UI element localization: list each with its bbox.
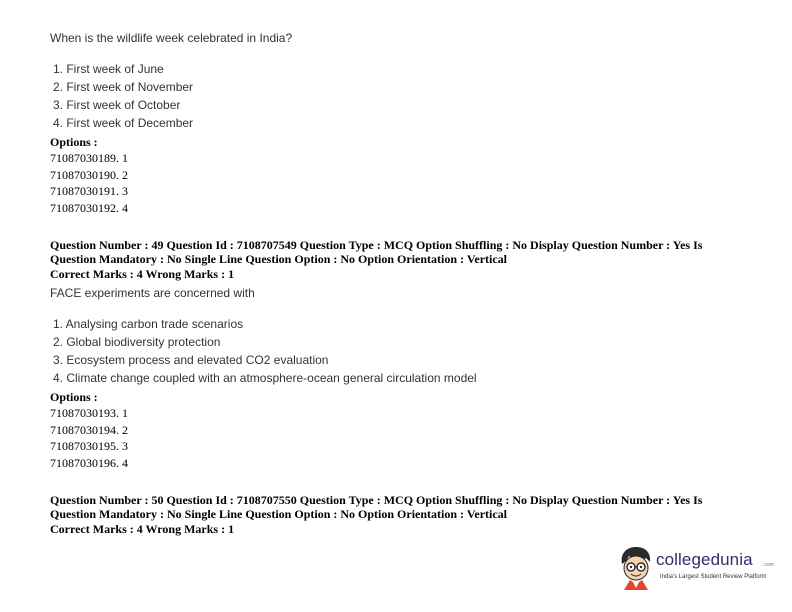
- question-meta: Question Mandatory : No Single Line Question Option : No Option Orientation : Vertical: [50, 252, 508, 266]
- question-marks: Correct Marks : 4 Wrong Marks : 1: [50, 267, 235, 281]
- answer-choice: 1. Analysing carbon trade scenarios: [53, 317, 244, 331]
- answer-choice: 2. Global biodiversity protection: [53, 335, 221, 349]
- question-text: FACE experiments are concerned with: [50, 286, 255, 300]
- answer-choice: 4. First week of December: [53, 116, 194, 130]
- question-meta: Question Number : 49 Question Id : 7108707549 Question Type : MCQ Option Shuffling : No Display Question Number : Yes Is: [50, 238, 703, 252]
- logo-domain-suffix: .com: [763, 562, 774, 568]
- answer-choice: 3. First week of October: [53, 98, 181, 112]
- question-text: When is the wildlife week celebrated in India?: [50, 31, 293, 45]
- option-id: 71087030190. 2: [50, 168, 128, 182]
- option-id: 71087030189. 1: [50, 151, 128, 165]
- options-heading: Options :: [50, 135, 98, 149]
- option-id: 71087030191. 3: [50, 184, 128, 198]
- answer-choice: 2. First week of November: [53, 80, 194, 94]
- question-marks: Correct Marks : 4 Wrong Marks : 1: [50, 522, 235, 536]
- logo-tagline: India's Largest Student Review Platform: [660, 574, 767, 580]
- option-id: 71087030192. 4: [50, 201, 128, 215]
- option-id: 71087030193. 1: [50, 406, 128, 420]
- answer-choice: 3. Ecosystem process and elevated CO2 evaluation: [53, 353, 329, 367]
- collegedunia-logo: [616, 544, 772, 594]
- option-id: 71087030196. 4: [50, 456, 128, 470]
- question-meta: Question Number : 50 Question Id : 7108707550 Question Type : MCQ Option Shuffling : No Display Question Number : Yes Is: [50, 493, 703, 507]
- answer-choice: 1. First week of June: [53, 62, 164, 76]
- option-id: 71087030195. 3: [50, 439, 128, 453]
- logo-brand-name: collegedunia: [656, 550, 753, 569]
- options-heading: Options :: [50, 390, 98, 404]
- answer-choice: 4. Climate change coupled with an atmosphere-ocean general circulation model: [53, 371, 477, 385]
- option-id: 71087030194. 2: [50, 423, 128, 437]
- student-avatar-icon: [616, 544, 656, 594]
- question-meta: Question Mandatory : No Single Line Question Option : No Option Orientation : Vertical: [50, 507, 508, 521]
